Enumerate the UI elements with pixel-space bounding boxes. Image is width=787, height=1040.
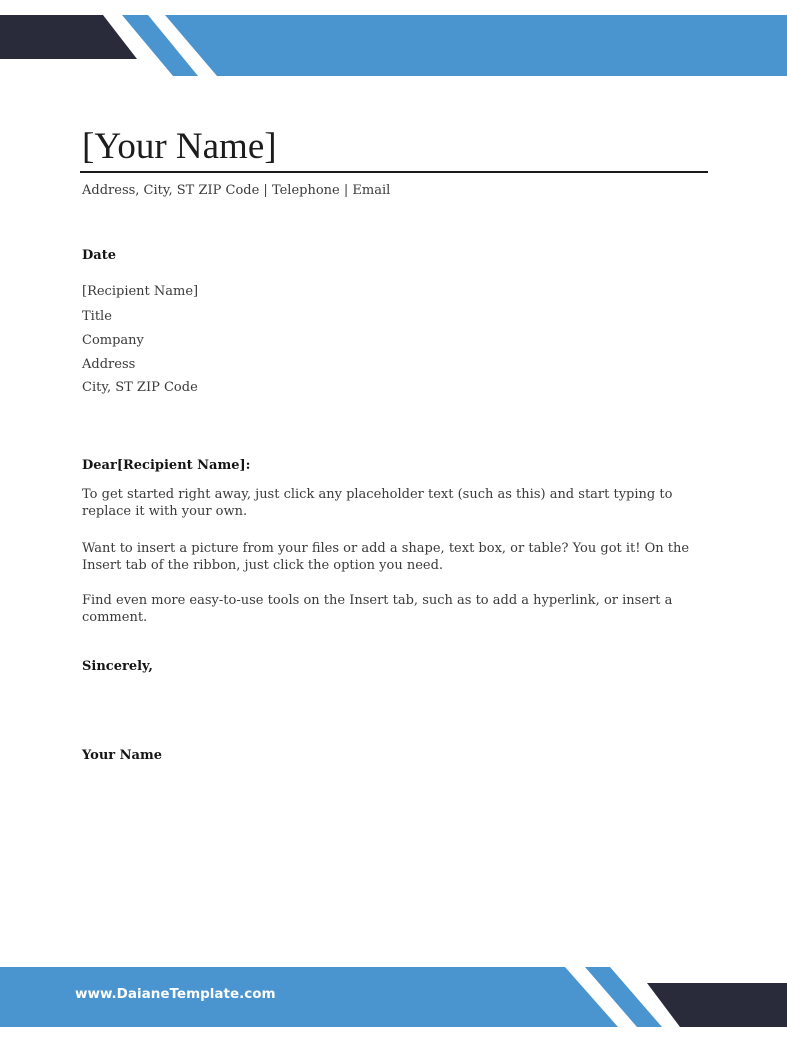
- salutation[interactable]: Dear[Recipient Name]:: [82, 458, 251, 473]
- recipient-company[interactable]: Company: [82, 333, 144, 348]
- body-paragraph-1[interactable]: To get started right away, just click any placeholder text (such as this) and start typing to replace it with your own.: [82, 487, 673, 519]
- body-paragraph-3[interactable]: Find even more easy-to-use tools on the Insert tab, such as to add a hyperlink, or insert a comment.: [82, 593, 673, 625]
- header-blue-bar: [165, 15, 787, 76]
- signature-name[interactable]: Your Name: [82, 748, 162, 763]
- sender-contact-line[interactable]: Address, City, ST ZIP Code | Telephone | Email: [82, 183, 391, 198]
- recipient-name[interactable]: [Recipient Name]: [82, 284, 199, 299]
- header-band: [0, 0, 787, 90]
- header-divider: [80, 171, 708, 173]
- body-paragraph-2[interactable]: Want to insert a picture from your files or add a shape, text box, or table? You got it! On the Insert tab of the ribbon, just click the option you need.: [82, 541, 690, 573]
- recipient-address[interactable]: Address: [82, 357, 136, 372]
- recipient-city-state-zip[interactable]: City, ST ZIP Code: [82, 380, 198, 395]
- recipient-title[interactable]: Title: [82, 309, 112, 324]
- closing[interactable]: Sincerely,: [82, 659, 153, 674]
- footer-dark-shape: [647, 983, 787, 1027]
- sender-name[interactable]: [Your Name]: [82, 126, 277, 167]
- footer-website-link[interactable]: www.DaianeTemplate.com: [75, 986, 276, 1002]
- date-field[interactable]: Date: [82, 248, 116, 263]
- header-dark-shape: [0, 15, 137, 59]
